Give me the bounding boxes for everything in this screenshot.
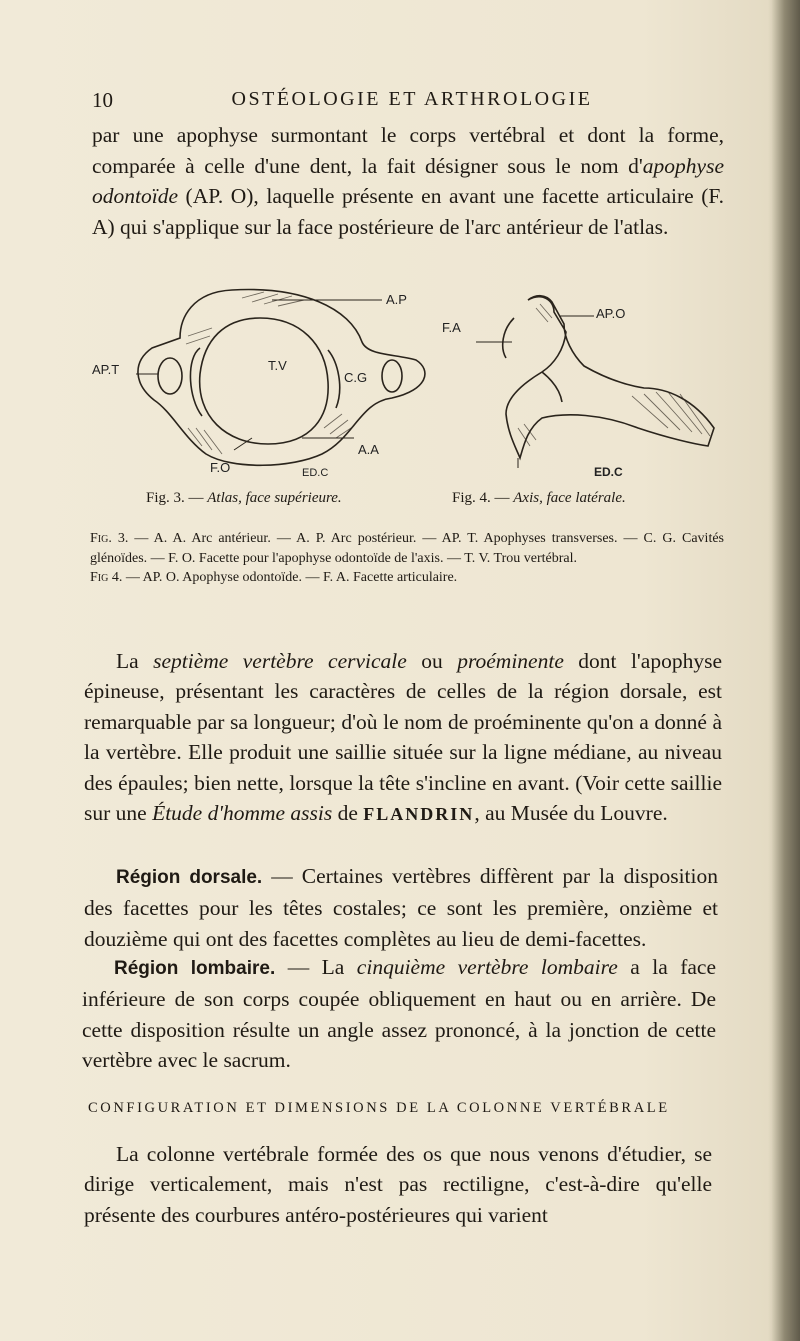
label-aa: A.A: [358, 442, 379, 457]
caption-fig3-italic: Atlas, face supérieure.: [207, 490, 342, 506]
figure-atlas: [92, 278, 442, 484]
caption-fig3: [146, 490, 342, 507]
book-spine-edge: [772, 0, 800, 1341]
label-fo: F.O: [210, 460, 231, 475]
para2-t5: , au Musée du Louvre.: [474, 801, 668, 826]
label-edc-fig3: ED.C: [302, 467, 329, 479]
para2-i2: proéminente: [457, 649, 564, 673]
caption-fig4: [452, 490, 626, 507]
para5-text: La colonne vertébrale formée des os que nous venons d'étudier, se dirige verticalement, mais n'est pas rectiligne, c'est-à-dire qu'elle présente des courbures antéro-postérieures qui varient: [84, 1142, 712, 1227]
paragraph-dorsale: [84, 861, 718, 954]
para2-t3: dont l'apophyse épineuse, présentant les caractères de celles de la région dorsale, est remarquable par sa longueur; d'où le nom de proéminente qu'on a donné à la vertèbre. Elle produit une saillie située sur la ligne médiane, au niveau des épaules; bien nette, lorsque la tête s'incline en avant. (Voir cette saillie sur une: [84, 649, 722, 826]
label-apo: AP.O: [596, 306, 626, 321]
figure-axis: [432, 278, 732, 484]
para1-text-b: (AP. O), laquelle présente en avant une facette articulaire (F. A) qui s'applique sur la face postérieure de l'arc antérieur de l'atlas.: [92, 184, 724, 239]
para2-t2: ou: [406, 649, 458, 673]
caption-fig3-prefix: Fig. 3. —: [146, 490, 208, 506]
heading-dorsale: Région dorsale.: [116, 867, 263, 888]
legend-fig4-prefix: Fig 4.: [90, 570, 123, 585]
figure-legend: [90, 529, 724, 588]
running-title: OSTÉOLOGIE ET ARTHROLOGIE: [231, 88, 593, 110]
legend-fig3-text: — A. A. Arc antérieur. — A. P. Arc postérieur. — AP. T. Apophyses transverses. — C. G. Cavités glénoïdes. — F. O. Facette pour l'apophyse odontoïde de l'axis. — T. V. Trou vertébral.: [90, 531, 724, 566]
label-fa: F.A: [442, 320, 461, 335]
label-cg: C.G: [344, 370, 368, 385]
para3-text: — Certaines vertèbres diffèrent par la disposition des facettes pour les têtes costales; ce sont les première, onzième et douzième qui ont des facettes complètes au lieu de demi-facettes.: [84, 864, 718, 951]
caption-fig4-prefix: Fig. 4. —: [452, 490, 514, 506]
paragraph-odontoid: [92, 120, 724, 242]
section-heading: CONFIGURATION ET DIMENSIONS DE LA COLONNE VERTÉBRALE: [88, 1100, 670, 1116]
paragraph-septieme: [84, 646, 722, 829]
para2-i1: septième vertèbre cervicale: [153, 649, 407, 673]
para2-i3: Étude d'homme assis: [152, 801, 333, 826]
page-number: 10: [92, 88, 113, 112]
paragraph-lombaire: [82, 952, 716, 1076]
para2-t4: de: [332, 801, 364, 826]
legend-fig4-text: — AP. O. Apophyse odontoïde. — F. A. Facette articulaire.: [122, 570, 458, 585]
legend-fig3-prefix: Fig. 3.: [90, 531, 129, 546]
para4-italic: cinquième vertèbre lombaire: [356, 955, 618, 979]
para2-t1: La: [116, 649, 154, 673]
label-ap: A.P: [386, 292, 407, 307]
label-tv: T.V: [268, 358, 287, 373]
label-apt: AP.T: [92, 362, 120, 377]
artist-name: FLANDRIN: [363, 804, 475, 825]
para4-t2: a la face inférieure de son corps coupée obliquement en haut ou en arrière. De cette disposition résulte un angle assez prononcé, à la jonction de cette vertèbre avec le sacrum.: [82, 955, 716, 1073]
running-header: [92, 88, 732, 112]
paragraph-colonne: [84, 1139, 712, 1230]
label-edc-fig4: ED.C: [594, 465, 623, 479]
para4-t1: — La: [275, 955, 357, 979]
para1-italic: apophyse odontoïde: [92, 153, 724, 209]
heading-lombaire: Région lombaire.: [114, 958, 276, 979]
para1-text-a: par une apophyse surmontant le corps vertébral et dont la forme, comparée à celle d'une dent, la fait désigner sous le nom d': [92, 123, 724, 178]
caption-fig4-italic: Axis, face latérale.: [513, 490, 626, 506]
